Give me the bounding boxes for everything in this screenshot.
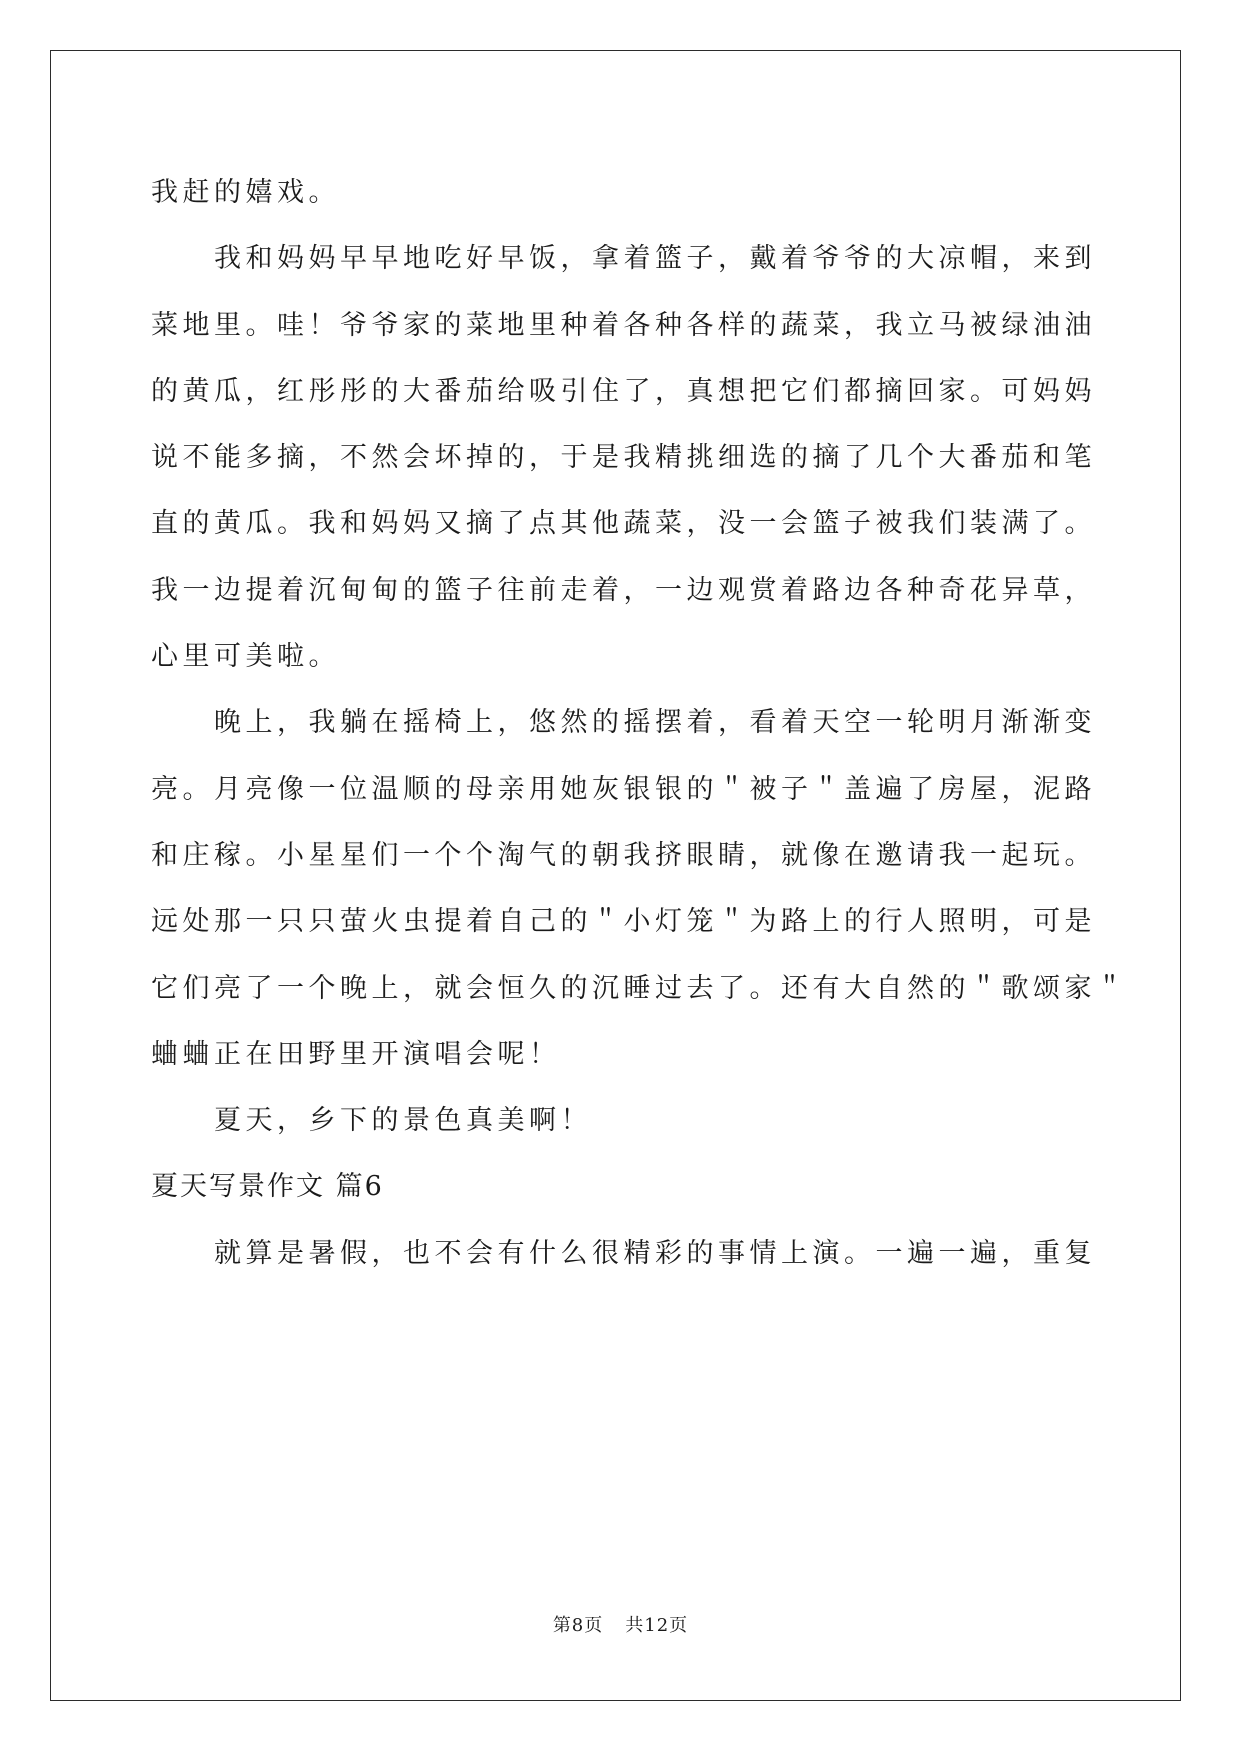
text-line: 亮。月亮像一位温顺的母亲用她灰银银的＂被子＂盖遍了房屋，泥路 [151,773,1096,805]
page-total: 共12页 [625,1615,689,1636]
text-line: 说不能多摘，不然会坏掉的，于是我精挑细选的摘了几个大番茄和笔 [151,442,1096,474]
text-line: 就算是暑假，也不会有什么很精彩的事情上演。一遍一遍，重复 [214,1237,1096,1269]
text-line: 心里可美啦。 [151,641,340,673]
text-line: 远处那一只只萤火虫提着自己的＂小灯笼＂为路上的行人照明，可是 [151,906,1096,938]
document-body [151,160,1128,1287]
text-line: 直的黄瓜。我和妈妈又摘了点其他蔬菜，没一会篮子被我们装满了。 [151,508,1096,540]
text-line: 和庄稼。小星星们一个个淘气的朝我挤眼睛，就像在邀请我一起玩。 [151,839,1096,871]
text-line: 我和妈妈早早地吃好早饭，拿着篮子，戴着爷爷的大凉帽，来到 [214,243,1096,275]
text-line: 菜地里。哇！爷爷家的菜地里种着各种各样的蔬菜，我立马被绿油油 [151,309,1096,341]
text-line: 我一边提着沉甸甸的篮子往前走着，一边观赏着路边各种奇花异草， [151,574,1096,606]
text-line: 晚上，我躺在摇椅上，悠然的摇摆着，看着天空一轮明月渐渐变 [214,707,1096,739]
text-line: 夏天，乡下的景色真美啊！ [214,1105,592,1137]
text-line: 蛐蛐正在田野里开演唱会呢！ [151,1038,561,1070]
text-line: 的黄瓜，红彤彤的大番茄给吸引住了，真想把它们都摘回家。可妈妈 [151,375,1096,407]
text-line: 它们亮了一个晚上，就会恒久的沉睡过去了。还有大自然的＂歌颂家＂ [151,972,1128,1004]
page-number: 第8页 [552,1615,604,1636]
section-heading: 夏天写景作文 篇6 [151,1171,384,1203]
text-line: 我赶的嬉戏。 [151,177,340,208]
page-footer [0,1611,1241,1637]
